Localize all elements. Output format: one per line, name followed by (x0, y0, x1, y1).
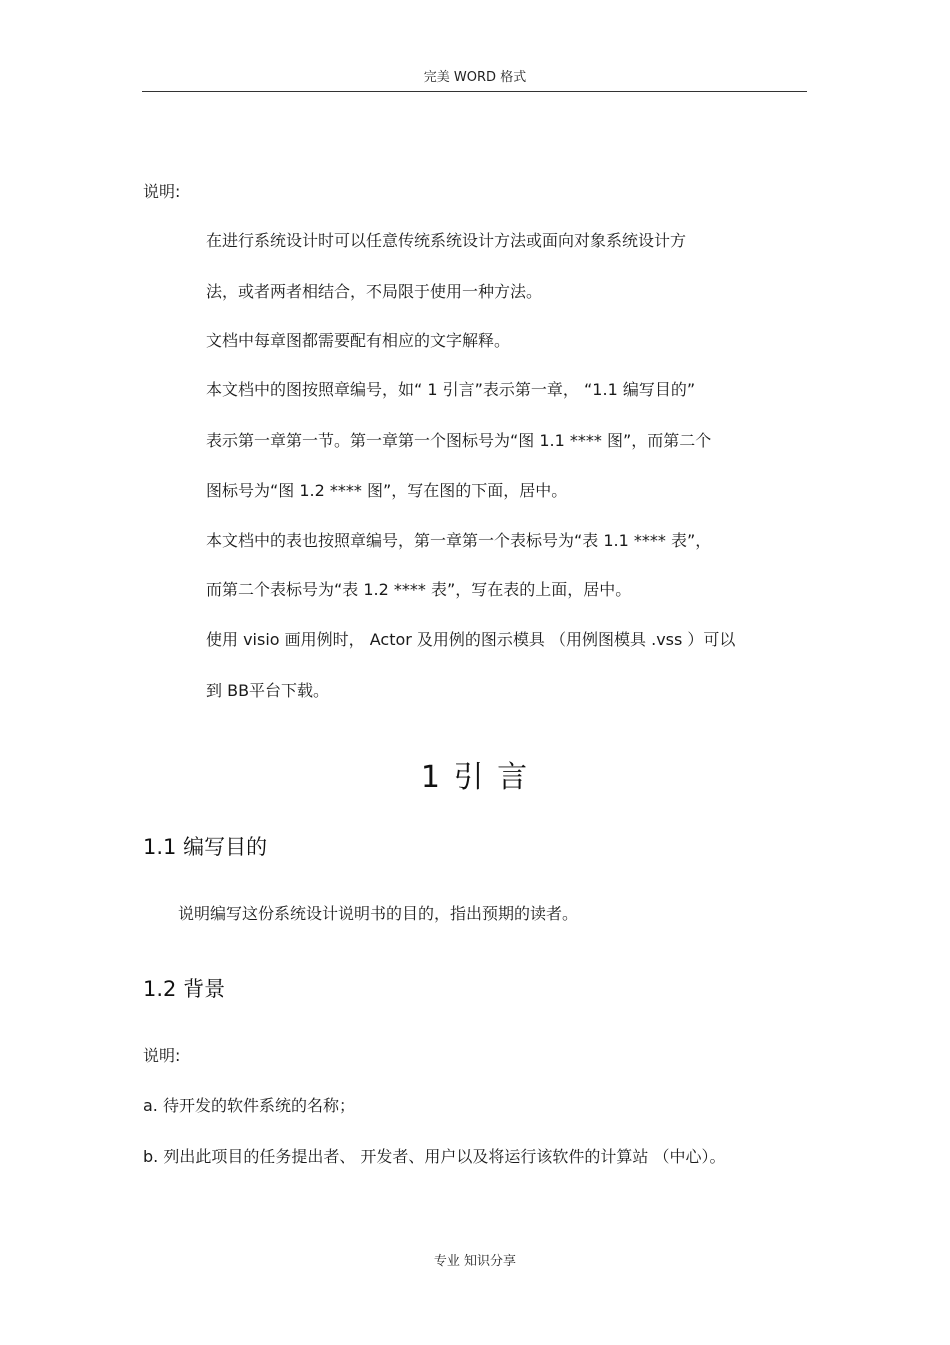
section-1-2-label: 说明: (143, 1046, 181, 1065)
intro-line-5: 表示第一章第一节。第一章第一个图标号为“图 1.1 **** 图”，而第二个 (206, 431, 712, 450)
intro-line-2: 法，或者两者相结合，不局限于使用一种方法。 (206, 282, 543, 301)
intro-line-7: 本文档中的表也按照章编号，第一章第一个表标号为“表 1.1 **** 表”， (206, 531, 712, 550)
intro-line-10: 到 BB平台下载。 (206, 681, 330, 700)
intro-line-4: 本文档中的图按照章编号，如“ 1 引言”表示第一章， “1.1 编写目的” (206, 380, 696, 399)
section-1-1-body: 说明编写这份系统设计说明书的目的，指出预期的读者。 (178, 904, 579, 923)
chapter-title: 1 引 言 (420, 760, 530, 795)
header-divider (142, 91, 807, 92)
intro-line-6: 图标号为“图 1.2 **** 图”，写在图的下面，居中。 (206, 481, 568, 500)
intro-label: 说明: (143, 182, 181, 201)
intro-line-9: 使用 visio 画用例时， Actor 及用例的图示模具 （用例图模具 .vss ）可以 (206, 630, 736, 649)
section-1-2-heading: 1.2 背景 (143, 977, 226, 1001)
intro-line-3: 文档中每章图都需要配有相应的文字解释。 (206, 331, 511, 350)
section-1-2-item-a: a. 待开发的软件系统的名称； (143, 1096, 355, 1115)
intro-line-8: 而第二个表标号为“表 1.2 **** 表”，写在表的上面，居中。 (206, 580, 632, 599)
section-1-1-heading: 1.1 编写目的 (143, 835, 268, 859)
section-1-2-item-b: b. 列出此项目的任务提出者、 开发者、用户以及将运行该软件的计算站 （中心）。 (143, 1147, 726, 1166)
page-footer: 专业 知识分享 (433, 1254, 517, 1269)
page-header: 完美 WORD 格式 (423, 70, 527, 85)
intro-line-1: 在进行系统设计时可以任意传统系统设计方法或面向对象系统设计方 (206, 231, 687, 250)
